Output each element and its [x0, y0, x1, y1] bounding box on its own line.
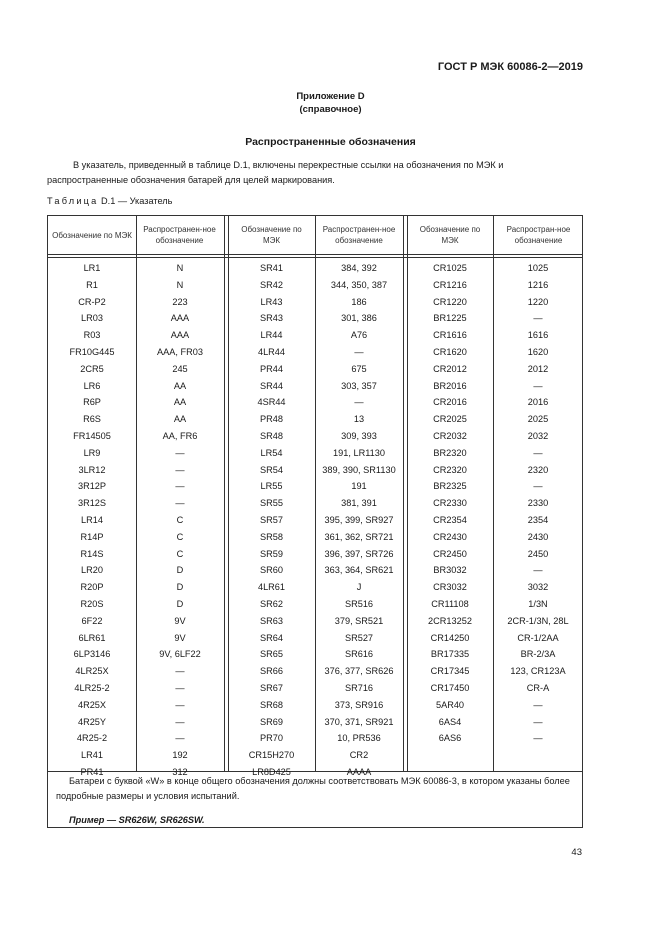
table-row	[48, 529, 582, 546]
cell-common: AA, FR6	[162, 431, 198, 441]
cell-iec: PR48	[260, 414, 283, 425]
table-header-iec-1: Обозначение по МЭК	[52, 230, 132, 240]
cell-iec: LR6	[83, 380, 101, 391]
table-row	[48, 714, 582, 731]
cell-common: AAA	[170, 313, 190, 324]
cell-iec: BR2320	[433, 447, 467, 458]
cell-iec: FR14505	[73, 431, 111, 441]
cell-common: C	[176, 531, 184, 542]
cell-common: —	[533, 447, 543, 458]
cell-common: —	[175, 498, 185, 509]
table-row	[48, 260, 582, 277]
cell-iec: 6LP3146	[73, 649, 111, 660]
cell-common: —	[354, 347, 364, 357]
cell-iec: SR63	[260, 615, 283, 626]
cell-iec: 4LR25-2	[74, 683, 110, 693]
cell-common: 2330	[527, 498, 549, 509]
cell-iec: LR03	[81, 313, 103, 324]
table-header-iec-2: Обозначение по МЭК	[241, 225, 302, 245]
table-row	[48, 747, 582, 764]
cell-common: 373, SR916	[334, 699, 384, 710]
cell-common: 309, 393	[341, 431, 377, 441]
table-row	[48, 462, 582, 479]
cell-iec: 3R12P	[77, 481, 107, 492]
cell-common: —	[175, 683, 185, 693]
cell-common: 191, LR1130	[333, 447, 385, 458]
table-row	[48, 478, 582, 495]
cell-iec: LR20	[81, 565, 103, 576]
cell-common: 1616	[527, 330, 549, 341]
cell-common: 10, PR536	[337, 733, 381, 744]
cell-common: 395, 399, SR927	[324, 515, 394, 525]
cell-common: —	[533, 313, 543, 324]
table-row	[48, 310, 582, 327]
table-row	[48, 579, 582, 596]
cell-common: SR527	[344, 632, 374, 643]
cell-iec: 6LR61	[78, 632, 106, 643]
cell-common: 381, 391	[341, 498, 377, 509]
cell-iec: LR41	[81, 750, 103, 761]
table-header-iec-3: Обозначение по МЭК	[419, 225, 481, 245]
cell-iec: SR68	[260, 699, 283, 710]
cell-iec: 4LR44	[257, 347, 286, 357]
cell-common: 2032	[527, 431, 549, 441]
cell-common: 344, 350, 387	[330, 279, 388, 290]
table-header-common-1: Распространен-ное обозначение	[143, 225, 216, 245]
cell-common: —	[533, 380, 543, 391]
cell-iec: LR14	[81, 515, 103, 525]
cell-common: 379, SR521	[334, 615, 384, 626]
cell-iec: 4R25-2	[76, 733, 108, 744]
cell-iec: BR17335	[430, 649, 470, 660]
cell-common: N	[176, 263, 184, 273]
cell-iec: SR55	[260, 498, 283, 509]
cell-common: A76	[350, 330, 368, 341]
cell-iec: 4LR25X	[75, 666, 109, 677]
cell-common: C	[176, 548, 184, 559]
table-row	[48, 495, 582, 512]
cell-common: 1220	[527, 296, 549, 307]
cell-common: 303, 357	[341, 380, 377, 391]
document-code: ГОСТ Р МЭК 60086-2—2019	[437, 61, 583, 73]
cell-iec: SR60	[260, 565, 283, 576]
section-title: Распространенные обозначения	[245, 136, 416, 148]
table-row	[48, 630, 582, 647]
cell-iec: 4LR61	[257, 582, 286, 593]
cell-iec: PR70	[260, 733, 283, 744]
cell-iec: CR2012	[433, 363, 467, 374]
cell-common: 1025	[527, 263, 549, 273]
cell-iec: SR62	[260, 599, 283, 609]
table-row	[48, 697, 582, 714]
cell-common: 1216	[527, 279, 549, 290]
table-row	[48, 512, 582, 529]
cell-common: 312	[172, 767, 188, 777]
cell-common: 301, 386	[341, 313, 377, 324]
note-text: Батареи с буквой «W» в конце общего обозначения должны соответствовать МЭК 60086-3, в котором указаны более подробные размеры и условия испытаний.	[56, 776, 570, 801]
cell-iec: SR66	[260, 666, 283, 677]
cell-iec: 3R12S	[77, 498, 107, 509]
table-row	[48, 344, 582, 361]
table-row	[48, 663, 582, 680]
cell-iec: SR58	[260, 531, 283, 542]
cell-common: 389, 390, SR1130	[322, 464, 396, 475]
cell-iec: SR59	[260, 548, 283, 559]
cell-iec: BR1225	[433, 313, 467, 324]
cell-iec: 5AR40	[435, 699, 465, 710]
cell-common: —	[533, 481, 543, 492]
table-row	[48, 596, 582, 613]
table-row	[48, 680, 582, 697]
cell-iec: CR1216	[433, 279, 467, 290]
cell-iec: 6AS4	[438, 716, 462, 727]
cell-iec: R20P	[80, 582, 104, 593]
cell-common: 3032	[527, 582, 549, 593]
table-header-common-3: Распростран-ное обозначение	[506, 225, 571, 245]
cell-common: 2320	[527, 464, 549, 475]
cell-iec: CR1025	[433, 263, 467, 273]
cell-iec: R14P	[80, 531, 104, 542]
cell-iec: 3LR12	[78, 464, 106, 475]
cell-common: 191	[351, 481, 367, 492]
cell-common: N	[176, 279, 184, 290]
cell-common: 370, 371, SR921	[324, 716, 394, 727]
table-row	[48, 646, 582, 663]
cell-iec: SR43	[260, 313, 283, 324]
cell-iec: CR17345	[430, 666, 470, 677]
cell-common: 2016	[527, 397, 549, 408]
cell-common: 13	[353, 414, 365, 425]
cell-common: —	[175, 733, 185, 744]
cell-common: 245	[172, 363, 188, 374]
annex-subtitle: (справочное)	[299, 104, 362, 115]
cell-common: —	[175, 464, 185, 475]
table-caption	[47, 196, 172, 206]
page-number: 43	[571, 847, 582, 858]
cell-iec: CR11108	[431, 599, 469, 609]
annex-title: Приложение D	[296, 91, 365, 102]
cell-common: 192	[172, 750, 188, 761]
cell-common: 384, 392	[341, 263, 377, 273]
cell-common: AA	[173, 414, 187, 425]
cell-common: SR616	[344, 649, 374, 660]
table-caption-prefix: Таблица	[47, 196, 99, 206]
cell-iec: CR2354	[433, 515, 467, 525]
cell-iec: CR2025	[433, 414, 467, 425]
cell-common: CR2	[349, 750, 369, 761]
table-caption-rest: D.1 — Указатель	[101, 196, 173, 206]
cell-iec: LR55	[260, 481, 283, 492]
cell-common: 2012	[527, 363, 549, 374]
cell-common: CR-A	[526, 683, 550, 693]
table-row	[48, 613, 582, 630]
cell-common: 1/3N	[528, 599, 548, 609]
table-note	[48, 772, 582, 828]
cell-common: —	[354, 397, 364, 408]
cell-iec: LR54	[260, 447, 283, 458]
cell-common: 9V	[174, 632, 186, 643]
cell-common: CR-1/2AA	[517, 632, 559, 643]
cell-iec: CR2032	[433, 431, 467, 441]
cell-iec: CR1220	[433, 296, 467, 307]
cell-iec: SR69	[260, 716, 283, 727]
cell-common: —	[533, 565, 543, 576]
table-row	[48, 562, 582, 579]
cell-common: AA	[173, 397, 187, 408]
cell-iec: R03	[83, 330, 101, 341]
cell-common: —	[175, 447, 185, 458]
cell-common: —	[175, 481, 185, 492]
cell-common: AAAA	[346, 767, 372, 777]
cell-iec: R14S	[80, 548, 104, 559]
cell-iec: LR1	[83, 263, 101, 273]
cell-iec: CR2016	[433, 397, 467, 408]
cell-common: 361, 362, SR721	[324, 531, 394, 542]
cell-iec: SR48	[260, 431, 283, 441]
cell-iec: CR1620	[433, 347, 467, 357]
cell-common: —	[533, 733, 543, 744]
cell-iec: CR2330	[433, 498, 467, 509]
cell-iec: SR44	[260, 380, 283, 391]
cell-iec: LR8D425	[252, 767, 291, 777]
cell-iec: BR2325	[433, 481, 467, 492]
table-row	[48, 428, 582, 445]
cell-iec: CR17450	[430, 683, 470, 693]
cell-iec: 6F22	[81, 615, 103, 626]
cell-common: 123, CR123A	[510, 666, 566, 677]
cell-iec: CR2320	[433, 464, 467, 475]
cell-iec: 4SR44	[257, 397, 286, 408]
table-row	[48, 277, 582, 294]
index-table	[47, 215, 583, 828]
cell-common: 9V	[174, 615, 186, 626]
cell-iec: LR9	[83, 447, 101, 458]
cell-iec: CR15H270	[248, 750, 295, 761]
table-row	[48, 730, 582, 747]
cell-iec: PR41	[80, 767, 104, 777]
intro-paragraph: В указатель, приведенный в таблице D.1, включены перекрестные ссылки на обозначения по МЭК и распространенные обозначения батарей для целей маркирования.	[47, 160, 504, 185]
cell-iec: 4R25X	[77, 699, 107, 710]
table-row	[48, 378, 582, 395]
cell-iec: 4R25Y	[77, 716, 107, 727]
cell-common: —	[533, 699, 543, 710]
table-row	[48, 445, 582, 462]
cell-iec: CR2430	[433, 531, 467, 542]
cell-common: C	[176, 515, 184, 525]
cell-common: 186	[351, 296, 367, 307]
cell-iec: PR44	[260, 363, 283, 374]
cell-common: —	[175, 699, 185, 710]
cell-common: —	[175, 716, 185, 727]
cell-iec: BR2016	[433, 380, 467, 391]
cell-iec: SR65	[260, 649, 283, 660]
cell-common: AAA, FR03	[157, 347, 203, 357]
cell-common: J	[356, 582, 362, 593]
cell-common: —	[533, 716, 543, 727]
cell-common: AAA	[170, 330, 190, 341]
cell-iec: SR54	[260, 464, 283, 475]
table-row	[48, 411, 582, 428]
cell-iec: SR67	[260, 683, 283, 693]
cell-common: 1620	[527, 347, 549, 357]
cell-common: D	[176, 582, 184, 593]
note-example: Пример — SR626W, SR626SW.	[69, 815, 205, 825]
cell-common: 223	[172, 296, 188, 307]
cell-iec: SR57	[260, 515, 283, 525]
table-row	[48, 361, 582, 378]
table-row	[48, 294, 582, 311]
cell-iec: 2CR13252	[428, 615, 472, 626]
cell-common: SR716	[344, 683, 374, 693]
cell-common: 2354	[527, 515, 549, 525]
cell-iec: SR42	[260, 279, 283, 290]
cell-iec: FR10G445	[69, 347, 115, 357]
cell-iec: 2CR5	[80, 363, 104, 374]
cell-common: D	[176, 599, 184, 609]
cell-common: 2450	[527, 548, 549, 559]
cell-iec: BR3032	[433, 565, 467, 576]
cell-iec: R6P	[83, 397, 101, 408]
cell-iec: R6S	[83, 414, 101, 425]
cell-iec: R1	[86, 279, 98, 290]
cell-common: D	[176, 565, 184, 576]
cell-common: —	[175, 666, 185, 677]
table-header-common-2: Распространен-ное обозначение	[322, 225, 396, 245]
cell-iec: CR3032	[433, 582, 467, 593]
cell-common: AA	[173, 380, 187, 391]
cell-common: SR516	[344, 599, 374, 609]
cell-iec: SR64	[260, 632, 283, 643]
cell-iec: R20S	[80, 599, 104, 609]
cell-common: 675	[351, 363, 367, 374]
cell-common: 363, 364, SR621	[324, 565, 394, 576]
cell-common: 396, 397, SR726	[324, 548, 394, 559]
cell-common: 2CR-1/3N, 28L	[507, 615, 569, 626]
cell-iec: CR2450	[433, 548, 467, 559]
cell-iec: 6AS6	[438, 733, 462, 744]
cell-common: 2025	[527, 414, 549, 425]
cell-iec	[407, 747, 493, 764]
cell-common: 2430	[527, 531, 549, 542]
cell-common	[493, 747, 583, 764]
cell-common: 376, 377, SR626	[324, 666, 394, 677]
cell-common: 9V, 6LF22	[159, 649, 201, 660]
cell-iec: SR41	[260, 263, 283, 273]
table-row	[48, 394, 582, 411]
cell-iec: CR14250	[430, 632, 470, 643]
cell-iec: CR-P2	[78, 296, 106, 307]
cell-iec: LR44	[260, 330, 283, 341]
cell-iec: LR43	[260, 296, 283, 307]
cell-iec: CR1616	[433, 330, 467, 341]
table-row	[48, 546, 582, 563]
table-row	[48, 327, 582, 344]
cell-common: BR-2/3A	[520, 649, 556, 660]
